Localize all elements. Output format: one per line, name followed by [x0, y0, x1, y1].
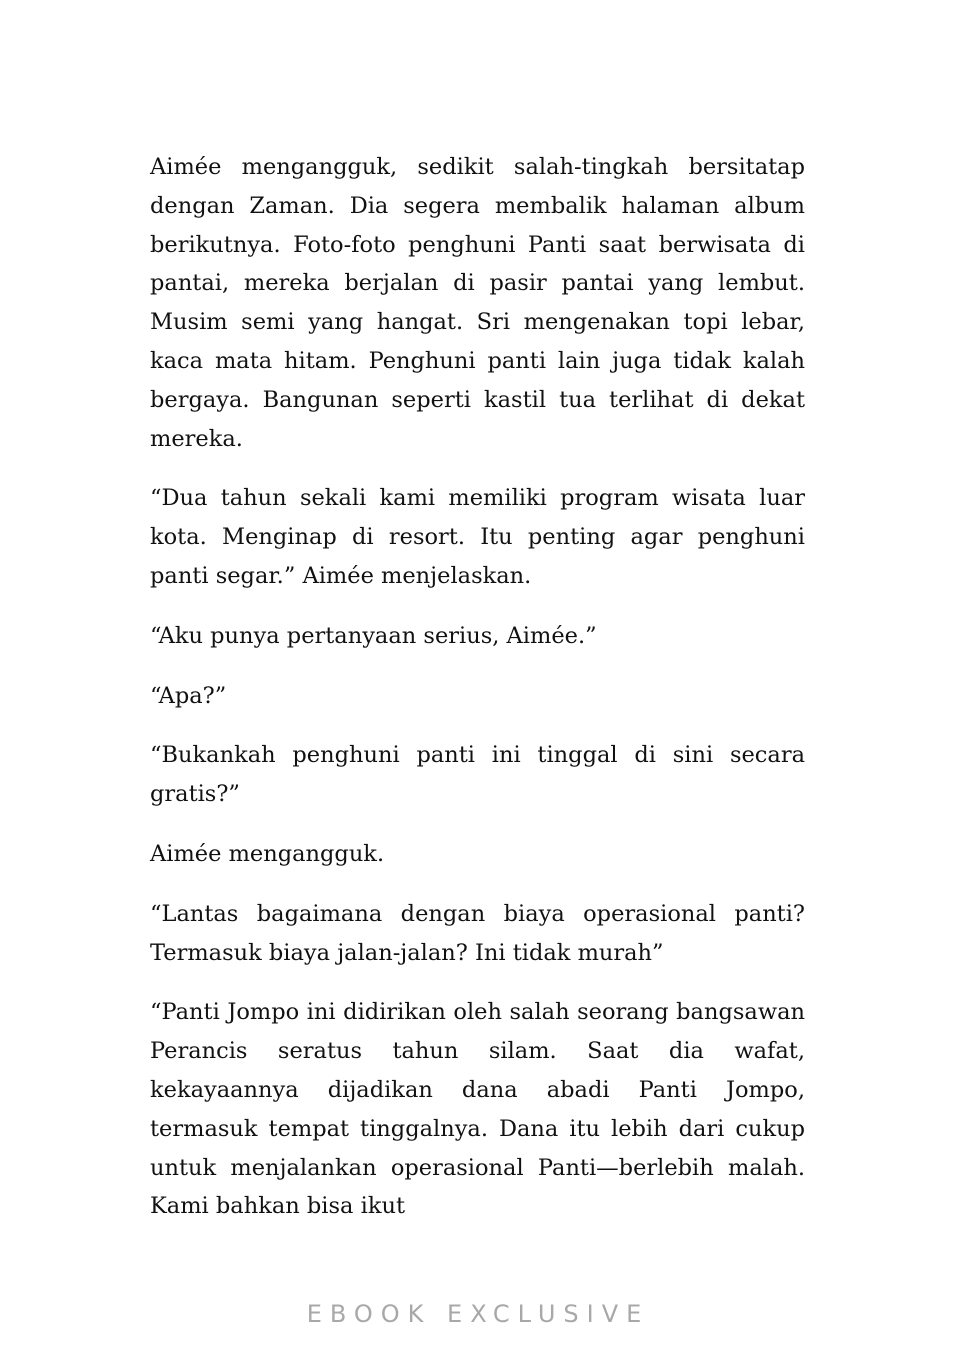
ebook-footer-label: EBOOK EXCLUSIVE — [306, 1300, 650, 1328]
paragraph-5: “Bukankah penghuni panti ini tinggal di sini secara gratis?” — [150, 742, 805, 808]
page-body — [150, 148, 805, 1247]
paragraph-8: “Panti Jompo ini didirikan oleh salah seorang bangsawan Perancis seratus tahun silam. Saat dia wafat, kekayaannya dijadikan dana abadi Panti Jompo, termasuk tempat tinggalnya. Dana itu lebih dari cukup untuk menjalankan operasional Panti—berlebih malah. Kami bahkan bisa ikut — [150, 999, 805, 1220]
paragraph-6: Aimée mengangguk. — [150, 840, 385, 867]
paragraph-1: Aimée mengangguk, sedikit salah-tingkah bersitatap dengan Zaman. Dia segera membalik halaman album berikutnya. Foto-foto penghuni Panti saat berwisata di pantai, mereka berjalan di pasir pantai yang lembut. Musim semi yang hangat. Sri mengenakan topi lebar, kaca mata hitam. Penghuni panti lain juga tidak kalah bergaya. Bangunan seperti kastil tua terlihat di dekat mereka. — [150, 154, 805, 452]
paragraph-3: “Aku punya pertanyaan serius, Aimée.” — [150, 622, 597, 649]
paragraph-2: “Dua tahun sekali kami memiliki program wisata luar kota. Menginap di resort. Itu penting agar penghuni panti segar.” Aimée menjelaskan. — [150, 485, 805, 589]
paragraph-4: “Apa?” — [150, 682, 227, 709]
paragraph-7: “Lantas bagaimana dengan biaya operasional panti? Termasuk biaya jalan-jalan? Ini tidak murah” — [150, 900, 805, 966]
